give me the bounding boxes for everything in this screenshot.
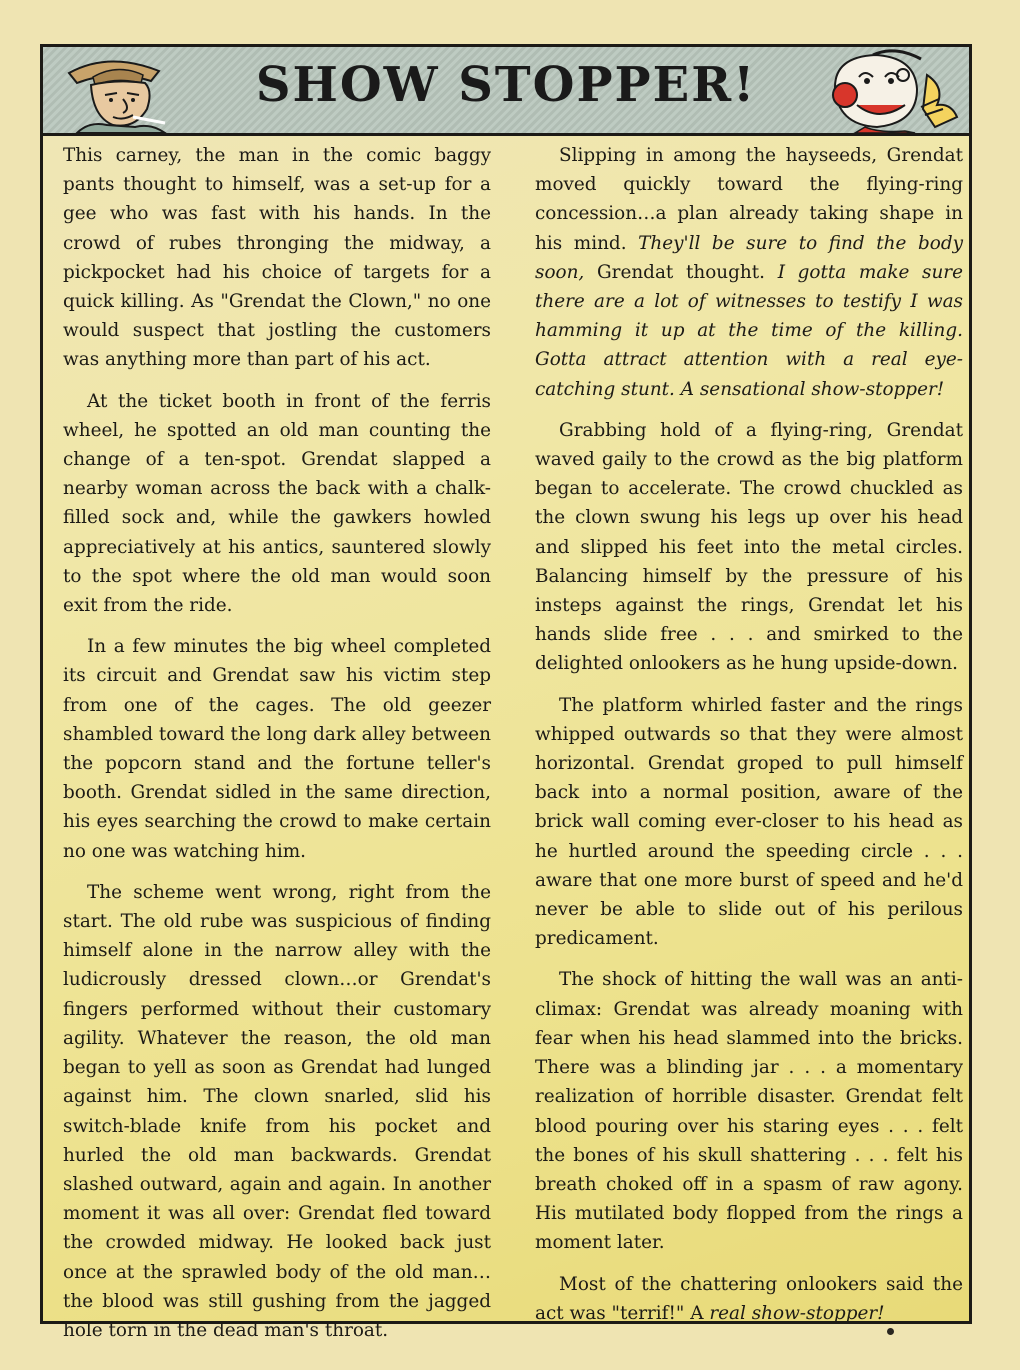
- paragraph-text: Slipping in among the hayseeds, Grendat moved quickly toward the flying-ring concession…a plan already taking shape in his mind.: [535, 145, 963, 254]
- paragraph-text: Grendat thought.: [596, 261, 765, 283]
- italic-thought: They'll be sure to find the body soon,: [535, 232, 963, 283]
- story-title: SHOW STOPPER!: [255, 57, 757, 113]
- paragraph: The shock of hitting the wall was an anti-climax: Grendat was already moaning with fear when his head slammed into the bricks. There was a blinding jar . . . a momentary realization of horrible disaster. Grendat felt blood pouring over his staring eyes . . . felt the bones of his skull shattering . . . felt his breath choked off in a spasm of raw agony. His mutilated body flopped from the rings a moment later.: [535, 969, 963, 1254]
- right-column: [535, 141, 963, 1340]
- italic-thought: I gotta make sure there are a lot of witnesses to testify I was hamming it up at the time of the killing. Gotta attract attention with a real eye-catching stunt. A sensational show-stopper!: [535, 261, 963, 400]
- clown-face-portrait-icon: [795, 47, 965, 133]
- paragraph: This carney, the man in the comic baggy pants thought to himself, was a set-up for a gee who was fast with his hands. In the crowd of rubes thronging the midway, a pickpocket had his choice of targets for a quick killing. As "Grendat the Clown," no one would suspect that jostling the customers was anything more than part of his act.: [63, 145, 491, 371]
- paragraph-text: Most of the chattering onlookers said the act was "terrif!" A: [535, 1273, 963, 1324]
- paragraph: In a few minutes the big wheel completed its circuit and Grendat saw his victim step from one of the cages. The old geezer shambled toward the long dark alley between the popcorn stand and the fortune teller's booth. Grendat sidled in the same direction, his eyes searching the crowd to make certain no one was watching him.: [63, 636, 491, 862]
- paragraph: [535, 141, 963, 404]
- paragraph: Grabbing hold of a flying-ring, Grendat waved gaily to the crowd as the big platform began to accelerate. The crowd chuckled as the clown swung his legs up over his head and slipped his feet into the metal circles. Balancing himself by the pressure of his insteps against the rings, Grendat let his hands slide free . . . and smirked to the delighted onlookers as he hung upside-down.: [535, 419, 963, 675]
- page-dot: [887, 1328, 894, 1335]
- story-page: [40, 44, 972, 1341]
- paragraph: The platform whirled faster and the rings whipped outwards so that they were almost horizontal. Grendat groped to pull himself back into a normal position, aware of the brick wall coming ever-closer to his head as he hurtled around the speeding circle . . . aware that one more burst of speed and he'd never be able to slide out of his perilous predicament.: [535, 694, 963, 950]
- paragraph: At the ticket booth in front of the ferris wheel, he spotted an old man counting the change of a ten-spot. Grendat slapped a nearby woman across the back with a chalk-filled sock and, while the gawkers howled appreciatively at his antics, sauntered slowly to the spot where the old man would soon exit from the ride.: [63, 390, 491, 617]
- paragraph: [535, 1270, 963, 1328]
- italic-ending: real show-stopper!: [709, 1302, 885, 1324]
- story-columns: [63, 141, 963, 1341]
- title-banner: [43, 47, 969, 136]
- paragraph: The scheme went wrong, right from the start. The old rube was suspicious of finding himself alone in the narrow alley with the ludicrously dressed clown…or Grendat's fingers performed without their customary agility. Whatever the reason, the old man began to yell as soon as Grendat had lunged against him. The clown snarled, slid his switch-blade knife from his pocket and hurled the old man backwards. Grendat slashed outward, again and again. In another moment it was all over: Grendat fled toward the crowded midway. He looked back just once at the sprawled body of the old man…the blood was still gushing from the jagged hole torn in the dead man's throat.: [63, 881, 491, 1341]
- left-column: [63, 141, 491, 1357]
